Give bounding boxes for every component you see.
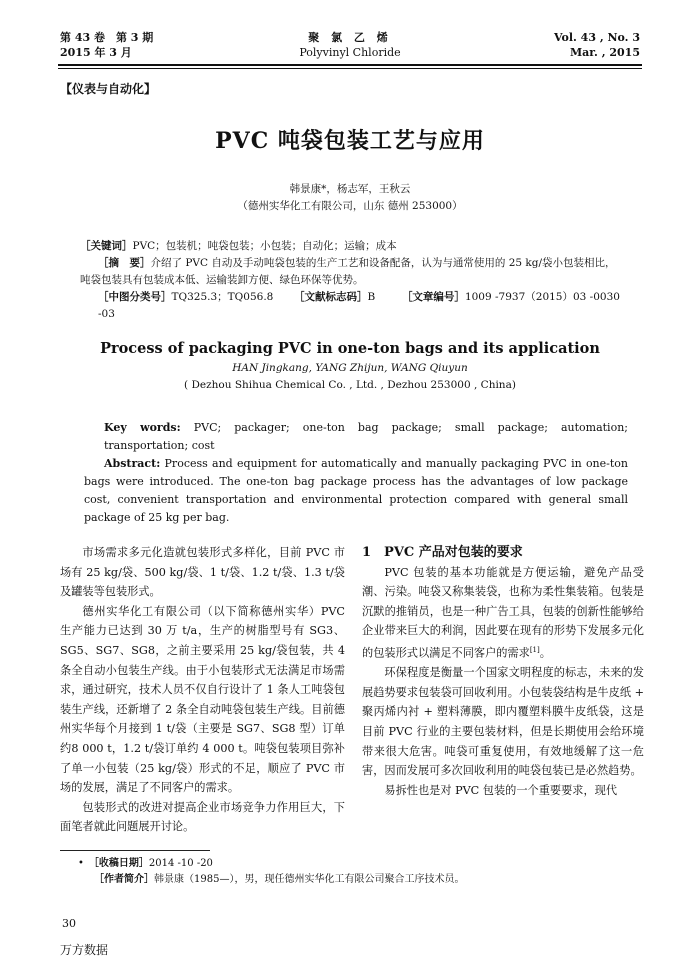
- section-tag: 【仪表与自动化】: [60, 82, 157, 96]
- header-rule-thin: [58, 68, 642, 69]
- classification-line: [80, 289, 625, 323]
- title-en: Process of packaging PVC in one-ton bags and its application: [100, 340, 600, 357]
- header-date-en: Mar. , 2015: [569, 46, 640, 59]
- keywords-cn-line: [80, 238, 625, 255]
- keywords-en-line: [84, 419, 628, 455]
- author-bio: 韩景康（1985—），男，现任德州实华化工有限公司聚合工序技术员。: [154, 874, 465, 885]
- abstract-cn-line-2: 吨袋包装具有包装成本低、运输装卸方便、绿色环保等优势。: [80, 274, 364, 286]
- clc-label: ［中图分类号］: [98, 291, 172, 303]
- abstract-cn-label: ［摘 要］: [98, 257, 151, 269]
- affiliation-cn: （德州实华化工有限公司，山东 德州 253000）: [237, 200, 463, 212]
- author-bio-label: ［作者简介］: [94, 874, 154, 885]
- header-volume-en: Vol. 43 , No. 3: [553, 31, 640, 44]
- authors-cn: 韩景康*，杨志军，王秋云: [289, 183, 411, 195]
- body-paragraph: [362, 563, 644, 664]
- keywords-cn-label: ［关键词］: [80, 240, 133, 252]
- keywords-en-label: Key words:: [104, 421, 181, 434]
- page-number: 30: [62, 917, 76, 930]
- authors-en: HAN Jingkang, YANG Zhijun, WANG Qiuyun: [232, 362, 468, 374]
- paragraph-end: 。: [539, 646, 551, 660]
- clc-value: TQ325.3；TQ056.8: [171, 291, 274, 303]
- abstract-en: [84, 419, 628, 527]
- body-left-column: [60, 543, 345, 837]
- body-paragraph: 包装形式的改进对提高企业市场竞争力作用巨大，下面笔者就此问题展开讨论。: [60, 800, 345, 834]
- doc-code-value: B: [367, 291, 376, 303]
- footnote-received: [78, 856, 464, 872]
- abstract-en-body: Process and equipment for automatically and manually packaging PVC in one-ton bags were introduced. The one-ton bag package process has the advantages of low package cost, convenient transportation and environmental protection compared with general small package of 25 kg per bag.: [84, 457, 628, 524]
- keywords-en: PVC; packager; one-ton bag package; small package; automation; transportation; cost: [104, 421, 628, 452]
- body-paragraph: 市场需求多元化造就包装形式多样化，目前 PVC 市场有 25 kg/袋、500 kg/袋、1 t/袋、1.2 t/袋、1.3 t/袋及罐装等包装形式。: [60, 546, 345, 599]
- abstract-cn: [80, 238, 625, 323]
- abstract-cn-text-1: 介绍了 PVC 自动及手动吨袋包装的生产工艺和设备配备，认为与通常使用的 25 kg/袋小包装相比，: [150, 257, 616, 269]
- footnote-rule: [60, 850, 210, 851]
- page-title: PVC 吨袋包装工艺与应用: [215, 128, 485, 154]
- header-volume-cn: 第 43 卷 第 3 期: [60, 31, 154, 44]
- doc-code-label: ［文献标志码］: [294, 291, 368, 303]
- keywords-cn: PVC；包装机；吨袋包装；小包装；自动化；运输；成本: [132, 240, 397, 252]
- body-right-column: [362, 543, 644, 800]
- footnote: [78, 856, 464, 888]
- footnote-bullet: •: [78, 858, 94, 869]
- citation-ref: [1]: [529, 645, 540, 654]
- abstract-en-text: [84, 455, 628, 527]
- abstract-cn-line: [80, 255, 625, 272]
- received-label: ［收稿日期］: [93, 858, 149, 869]
- abstract-en-label: Abstract:: [104, 457, 161, 470]
- footnote-author: [78, 872, 464, 888]
- header-rule-thick: [58, 64, 642, 66]
- article-no-label: ［文章编号］: [401, 291, 465, 303]
- watermark: 万方数据: [60, 943, 109, 957]
- body-paragraph-text: PVC 包装的基本功能就是方便运输，避免产品受潮、污染。吨袋又称集装袋，也称为柔性集装箱。包装是沉默的推销员，也是一种广告工具，包装的创新性能够给企业带来巨大的利润，因此要在现有的形势下发展多元化的包装形式以满足不同客户的需求: [362, 565, 644, 660]
- section-heading: 1 PVC 产品对包装的要求: [362, 545, 523, 560]
- body-paragraph: 易拆性也是对 PVC 包装的一个重要要求，现代: [384, 783, 618, 797]
- article-no-value: 1009 -7937（2015）03 -0030 -03: [98, 291, 620, 320]
- affiliation-en: ( Dezhou Shihua Chemical Co. , Ltd. , Dezhou 253000 , China): [184, 379, 516, 391]
- body-paragraph: 环保程度是衡量一个国家文明程度的标志，未来的发展趋势要求包装袋可回收利用。小包装袋结构是牛皮纸 + 聚丙烯内衬 + 塑料薄膜，即内覆塑料膜牛皮纸袋，这是目前 PVC 行业的主要包装材料，但是长期使用会给环境带来很大危害。吨袋可重复使用，有效地缓解了这一危害，因而发展可多次回收利用的吨袋包装已是必然趋势。: [362, 666, 644, 778]
- body-paragraph: 德州实华化工有限公司（以下简称德州实华）PVC 生产能力已达到 30 万 t/a，生产的树脂型号有 SG3、SG5、SG7、SG8，之前主要采用 25 kg/袋包装，共 4 条全自动小包装生产线。由于小包装形式无法满足市场需求，通过研究，技术人员不仅自行设计了 1 条人工吨袋包装生产线，还新增了 2 条全自动吨袋包装生产线。目前德州实华每个月接到 1 t/袋（主要是 SG7、SG8 型）订单约8 000 t，1.2 t/袋订单约 4 000 t。吨袋包装项目弥补了单一小包装（25 kg/袋）形式的不足，顺应了 PVC 市场的发展，满足了不同客户的需求。: [60, 604, 345, 795]
- header-date-cn: 2015 年 3 月: [60, 46, 132, 59]
- received-date: 2014 -10 -20: [148, 858, 213, 869]
- header-journal-en: Polyvinyl Chloride: [299, 46, 401, 59]
- header-journal-cn: 聚 氯 乙 烯: [308, 31, 392, 44]
